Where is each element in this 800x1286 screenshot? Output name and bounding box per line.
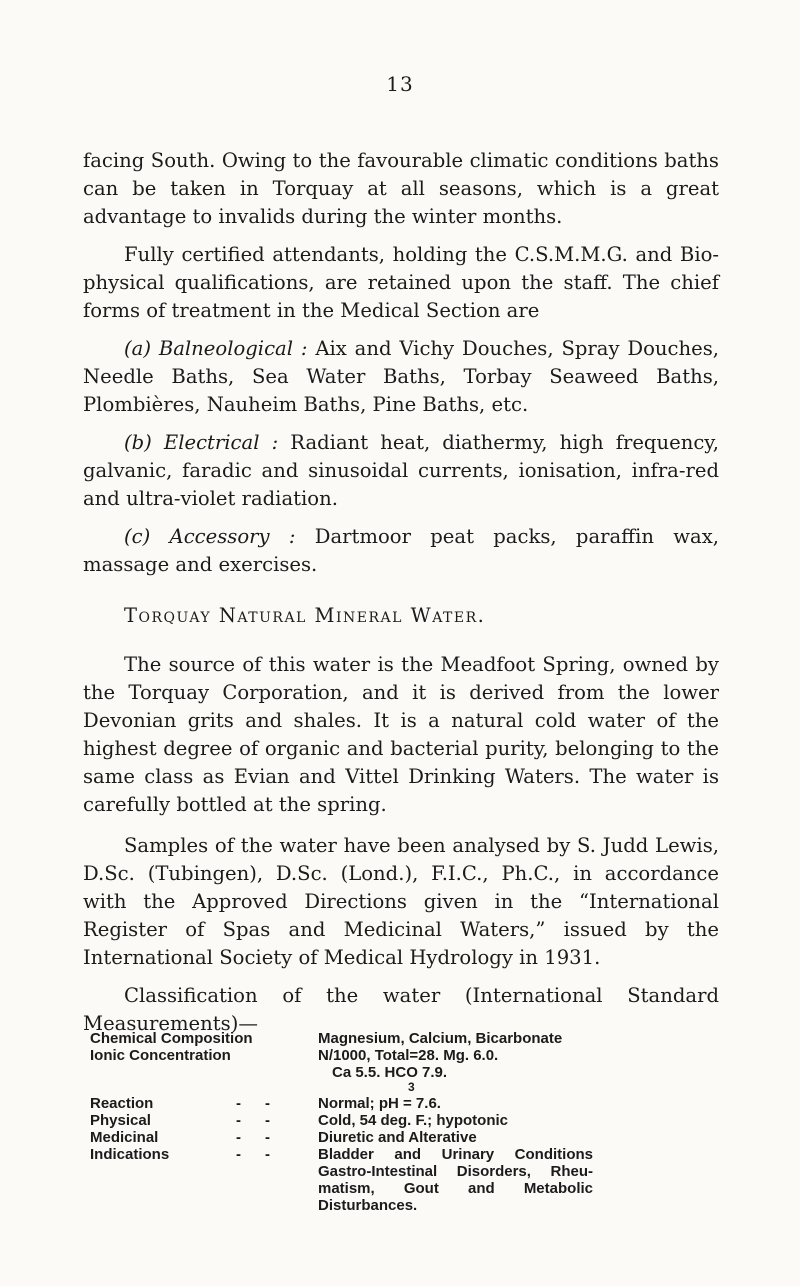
row-indications <box>90 1146 730 1214</box>
physical-dash-2: - <box>265 1112 270 1129</box>
reaction-value: Normal; pH = 7.6. <box>318 1095 441 1112</box>
ionic-label: Ionic Concentration <box>90 1047 231 1064</box>
indications-label: Indications <box>90 1146 170 1163</box>
accessory-label: (c) Accessory : <box>124 525 296 548</box>
indications-dash-2: - <box>265 1146 270 1163</box>
row-physical <box>90 1112 730 1129</box>
indications-value: Bladder and Urinary Conditions Gastro-Intestinal Disorders, Rheu-matism, Gout and Metabolic Disturbances. <box>318 1146 593 1214</box>
paragraph-climate: facing South. Owing to the favourable climatic conditions baths can be taken in Torquay at all seasons, which is a great advantage to invalids during the winter months. <box>83 149 719 228</box>
physical-dash-1: - <box>236 1112 241 1129</box>
reaction-dash-2: - <box>265 1095 270 1112</box>
paragraph-accessory <box>83 523 719 579</box>
paragraph-classification: Classification of the water (International Standard Measurements)— <box>83 984 719 1035</box>
ionic-subscript: 3 <box>408 1080 415 1094</box>
accessory-text: Dartmoor peat packs, paraffin wax, massage and exercises. <box>83 525 720 576</box>
body-text <box>83 147 719 1038</box>
physical-value: Cold, 54 deg. F.; hypotonic <box>318 1112 509 1129</box>
row-ionic <box>90 1047 730 1093</box>
paragraph-balneological <box>83 335 719 419</box>
electrical-label: (b) Electrical : <box>124 431 279 454</box>
ionic-value-line-1: N/1000, Total=28. Mg. 6.0. <box>318 1047 499 1064</box>
page-number: 13 <box>386 72 414 96</box>
medicinal-label: Medicinal <box>90 1129 159 1146</box>
reaction-label: Reaction <box>90 1095 154 1112</box>
medicinal-dash-1: - <box>236 1129 241 1146</box>
chemical-value: Magnesium, Calcium, Bicarbonate <box>318 1030 563 1047</box>
paragraph-attendants: Fully certified attendants, holding the C.S.M.M.G. and Bio-physical qualifications, are retained upon the staff. The chief forms of treatment in the Medical Section are <box>83 243 719 322</box>
medicinal-value: Diuretic and Alterative <box>318 1129 477 1146</box>
indications-dash-1: - <box>236 1146 241 1163</box>
chemical-label: Chemical Composition <box>90 1030 253 1047</box>
classification-table <box>90 1030 730 1214</box>
reaction-dash-1: - <box>236 1095 241 1112</box>
medicinal-dash-2: - <box>265 1129 270 1146</box>
electrical-text: Radiant heat, diathermy, high frequency, galvanic, faradic and sinusoidal currents, ionisation, infra-red and ultra-violet radiation. <box>83 431 719 510</box>
ionic-value-line-2: Ca 5.5. HCO 7.9. <box>332 1064 448 1081</box>
balneological-text: Aix and Vichy Douches, Spray Douches, Needle Baths, Sea Water Baths, Torbay Seaweed Baths, Plombières, Nauheim Baths, Pine Baths, etc. <box>83 337 719 416</box>
row-chemical <box>90 1030 730 1047</box>
row-reaction <box>90 1095 730 1112</box>
balneological-label: (a) Balneological : <box>124 337 308 360</box>
physical-label: Physical <box>90 1112 151 1129</box>
paragraph-source: The source of this water is the Meadfoot Spring, owned by the Torquay Corporation, and it is derived from the lower Devonian grits and shales. It is a natural cold water of the highest degree of organic and bacterial purity, belonging to the same class as Evian and Vittel Drinking Waters. The water is carefully bottled at the spring. <box>83 653 719 816</box>
row-medicinal <box>90 1129 730 1146</box>
ionic-value <box>318 1047 730 1093</box>
section-heading: Torquay Natural Mineral Water. <box>124 604 486 627</box>
paragraph-samples: Samples of the water have been analysed by S. Judd Lewis, D.Sc. (Tubingen), D.Sc. (Lond.), F.I.C., Ph.C., in accordance with the Approved Directions given in the “International Register of Spas and Medicinal Waters,” issued by the International Society of Medical Hydrology in 1931. <box>83 834 719 969</box>
paragraph-electrical <box>83 429 719 513</box>
